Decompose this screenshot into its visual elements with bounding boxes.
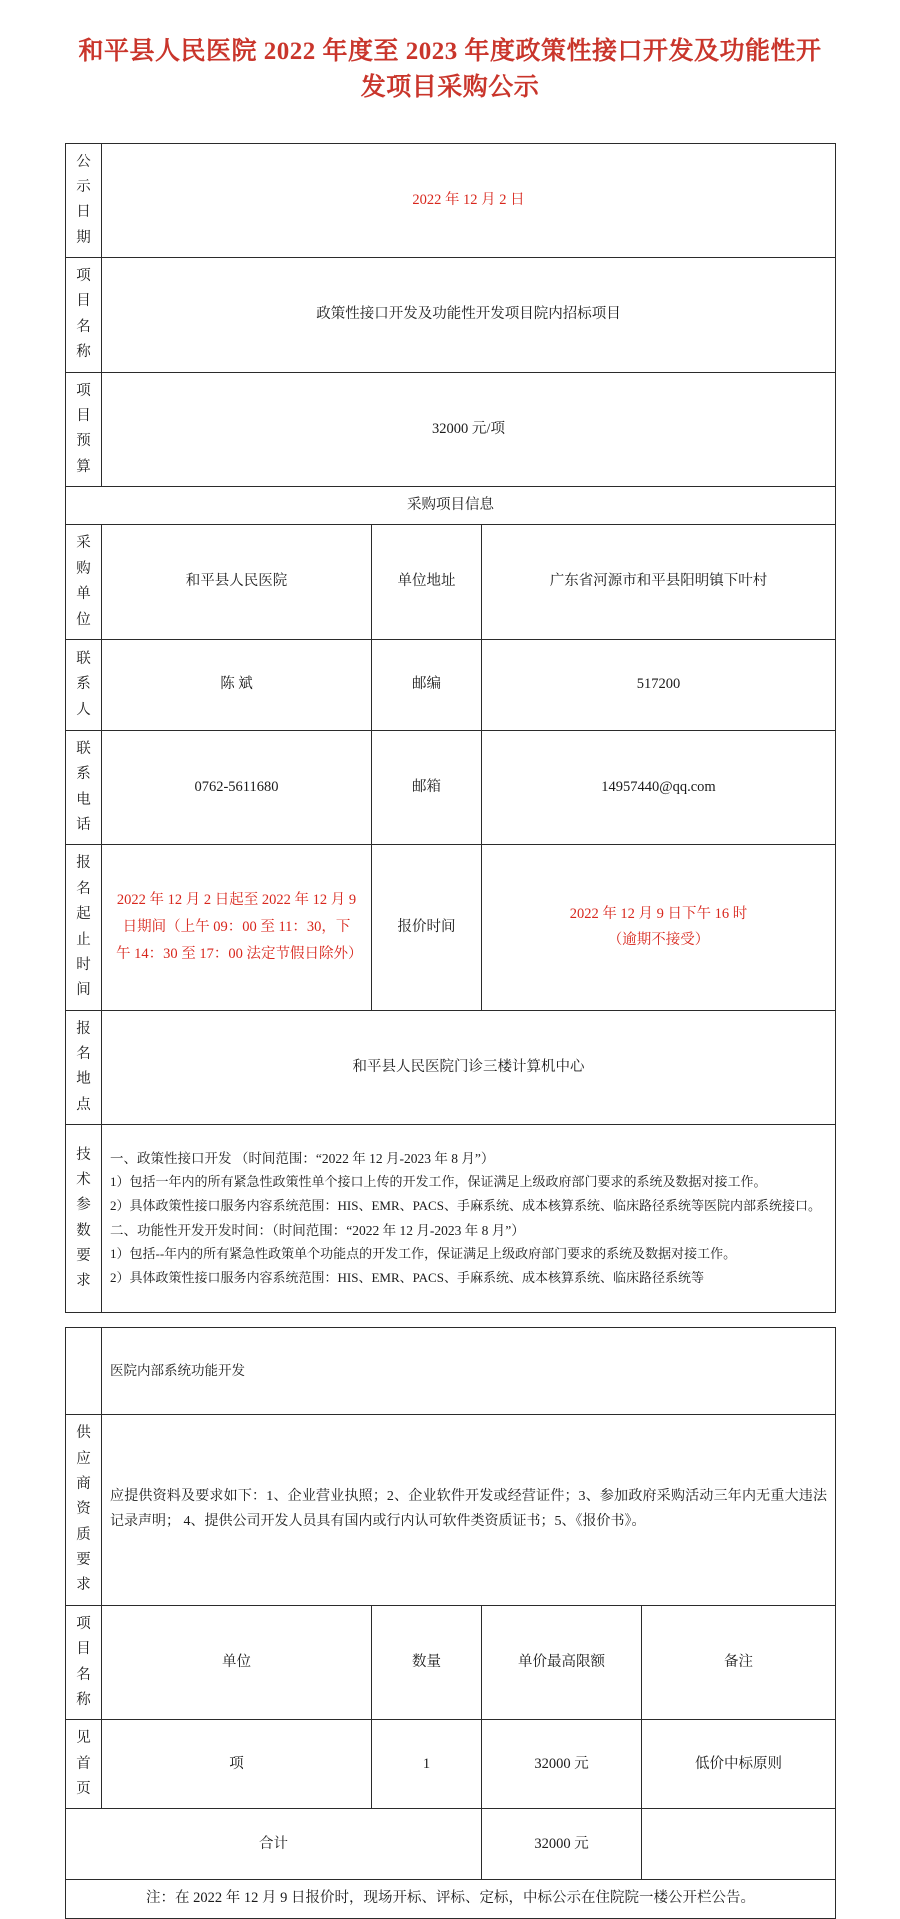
price-row-quantity: 1 xyxy=(372,1720,482,1809)
table-row-contact xyxy=(66,639,836,730)
total-value: 32000 元 xyxy=(482,1809,642,1880)
table-row-signup-place xyxy=(66,1010,836,1125)
tech-section-2-item-1: 1）包括--年内的所有紧急性政策单个功能点的开发工作，保证满足上级政府部门要求的系统及数据对接工作。 xyxy=(110,1246,737,1262)
tech-section-2-item-2: 2）具体政策性接口服务内容系统范围：HIS、EMR、PACS、手麻系统、成本核算系统、临床路径系统等 xyxy=(110,1270,704,1285)
table-row-phone xyxy=(66,730,836,845)
supplier-qualification-value: 应提供资料及要求如下：1、企业营业执照；2、企业软件开发或经营证件；3、参加政府采购活动三年内无重大违法记录声明； 4、提供公司开发人员具有国内或行内认可软件类资质证书；5、《报价书》。 xyxy=(102,1415,836,1606)
postcode-label: 邮编 xyxy=(372,639,482,730)
purchaser-label: 采 购 单 位 xyxy=(66,525,102,640)
address-value: 广东省河源市和平县阳明镇下叶村 xyxy=(482,525,836,640)
price-row-project-name: 见 首 页 xyxy=(66,1720,102,1809)
tech-requirements-body xyxy=(102,1125,836,1313)
announcement-table xyxy=(65,143,836,1314)
tech-section-1-heading: 一、政策性接口开发 （时间范围：“2022 年 12 月-2023 年 8 月”） xyxy=(110,1150,495,1166)
main-table-container xyxy=(0,143,900,1314)
page-break-gap xyxy=(0,1313,900,1327)
price-header-unit: 单位 xyxy=(102,1605,372,1720)
signup-time-value: 2022 年 12 月 2 日起至 2022 年 12 月 9 日期间（上午 09：00 至 11：30，下午 14：30 至 17：00 法定节假日除外） xyxy=(102,845,372,1010)
price-header-remark: 备注 xyxy=(642,1605,836,1720)
price-header-quantity: 数量 xyxy=(372,1605,482,1720)
quote-time-line-2: （逾期不接受） xyxy=(607,931,710,948)
email-label: 邮箱 xyxy=(372,730,482,845)
publish-date-label: 公 示 日 期 xyxy=(66,143,102,258)
phone-label: 联 系 电 话 xyxy=(66,730,102,845)
budget-label: 项 目 预 算 xyxy=(66,372,102,487)
phone-value: 0762-5611680 xyxy=(102,730,372,845)
total-label: 合计 xyxy=(66,1809,482,1880)
price-row-max-unit-price: 32000 元 xyxy=(482,1720,642,1809)
page-title: 和平县人民医院 2022 年度至 2023 年度政策性接口开发及功能性开发项目采购公示 xyxy=(78,38,822,102)
purchaser-value: 和平县人民医院 xyxy=(102,525,372,640)
price-row-remark: 低价中标原则 xyxy=(642,1720,836,1809)
table-row-purchaser xyxy=(66,525,836,640)
table-row-publish-date xyxy=(66,143,836,258)
table-row-footer-note xyxy=(66,1880,836,1918)
quote-time-label: 报价时间 xyxy=(372,845,482,1010)
tech-section-2-heading: 二、功能性开发开发时间：（时间范围：“2022 年 12 月-2023 年 8 月”） xyxy=(110,1222,525,1238)
continued-empty-label xyxy=(66,1328,102,1415)
table-row-section-header xyxy=(66,487,836,525)
quote-time-line-1: 2022 年 12 月 9 日下午 16 时 xyxy=(569,906,748,923)
announcement-table-continued xyxy=(65,1327,836,1919)
table-row-budget xyxy=(66,372,836,487)
price-header-max-unit-price: 单价最高限额 xyxy=(482,1605,642,1720)
postcode-value: 517200 xyxy=(482,639,836,730)
contact-label: 联 系 人 xyxy=(66,639,102,730)
contact-value: 陈 斌 xyxy=(102,639,372,730)
budget-value: 32000 元/项 xyxy=(102,372,836,487)
address-label: 单位地址 xyxy=(372,525,482,640)
table-row-total xyxy=(66,1809,836,1880)
table-row-price-header xyxy=(66,1605,836,1720)
tech-requirements-label: 技 术 参 数 要 求 xyxy=(66,1125,102,1313)
table-row-price-item xyxy=(66,1720,836,1809)
email-value: 14957440@qq.com xyxy=(482,730,836,845)
section-header-procurement-info: 采购项目信息 xyxy=(66,487,836,525)
table-row-project-name xyxy=(66,258,836,373)
tech-section-1-item-2: 2）具体政策性接口服务内容系统范围：HIS、EMR、PACS、手麻系统、成本核算系统、临床路径系统等医院内部系统接口。 xyxy=(110,1197,821,1213)
project-name-label: 项 目 名 称 xyxy=(66,258,102,373)
continued-table-container xyxy=(0,1327,900,1919)
total-empty-cell xyxy=(642,1809,836,1880)
signup-place-value: 和平县人民医院门诊三楼计算机中心 xyxy=(102,1010,836,1125)
table-row-tech-requirements xyxy=(66,1125,836,1313)
footer-note: 注：在 2022 年 12 月 9 日报价时，现场开标、评标、定标，中标公示在住院院一楼公开栏公告。 xyxy=(66,1880,836,1918)
signup-time-label: 报 名 起 止 时 间 xyxy=(66,845,102,1010)
signup-place-label: 报 名 地 点 xyxy=(66,1010,102,1125)
table-row-signup-time xyxy=(66,845,836,1010)
tech-section-1-item-1: 1）包括一年内的所有紧急性政策性单个接口上传的开发工作，保证满足上级政府部门要求的系统及数据对接工作。 xyxy=(110,1174,767,1190)
price-row-unit: 项 xyxy=(102,1720,372,1809)
supplier-qualification-label: 供 应 商 资 质 要 求 xyxy=(66,1415,102,1606)
table-row-continued-tech xyxy=(66,1328,836,1415)
continued-tech-value: 医院内部系统功能开发 xyxy=(102,1328,836,1415)
project-name-value: 政策性接口开发及功能性开发项目院内招标项目 xyxy=(102,258,836,373)
price-header-project-name: 项 目 名 称 xyxy=(66,1605,102,1720)
quote-time-value xyxy=(482,845,836,1010)
table-row-supplier-qualification xyxy=(66,1415,836,1606)
publish-date-value: 2022 年 12 月 2 日 xyxy=(102,143,836,258)
